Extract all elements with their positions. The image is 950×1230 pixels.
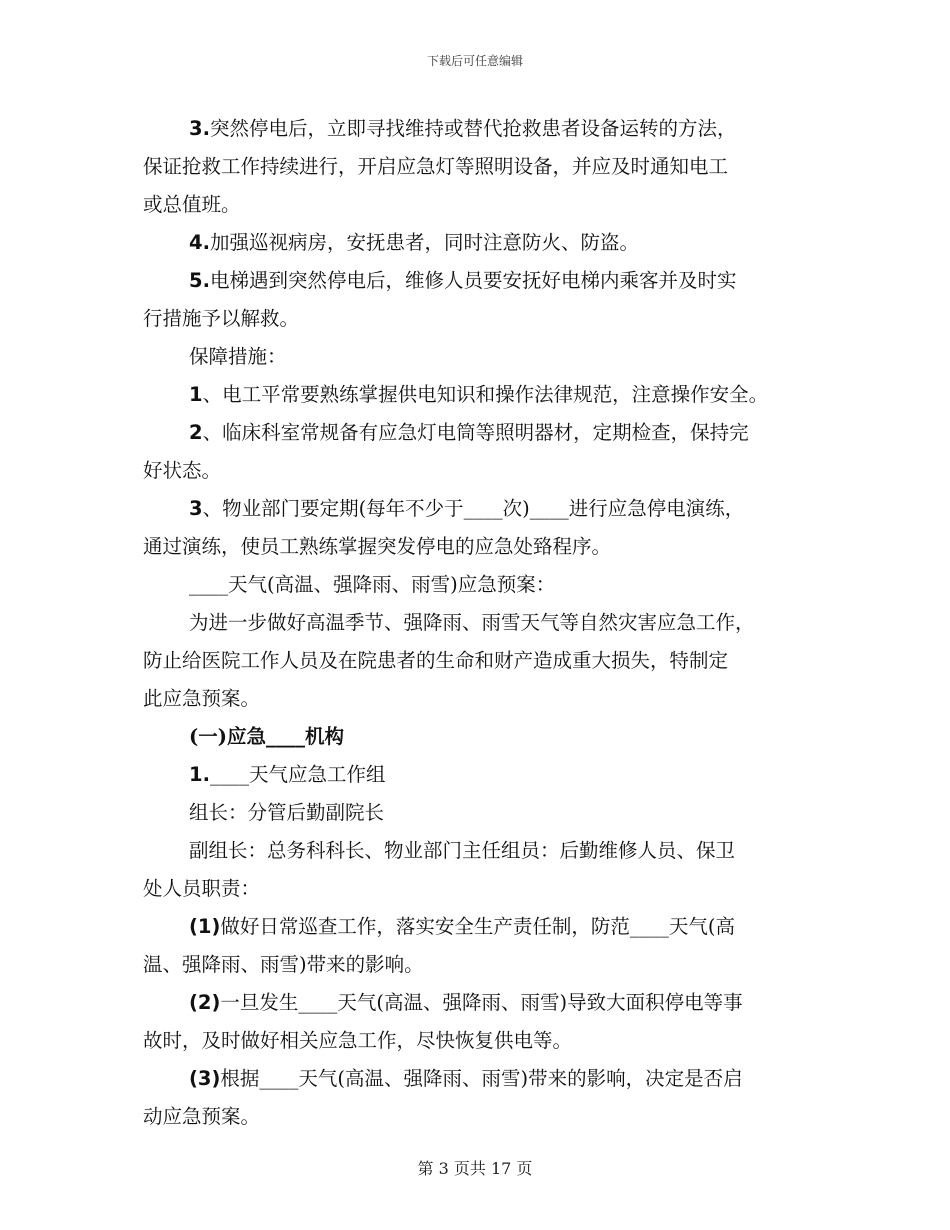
item-number: 1.	[189, 763, 210, 786]
paragraph-text: 、电工平常要熟练掌握供电知识和操作法律规范，注意操作安全。	[202, 383, 769, 406]
subsection-heading: (一)应急____机构	[189, 725, 344, 748]
weather-intro-line-2: 防止给医院工作人员及在院患者的生命和财产造成重大损失，特制定	[143, 649, 729, 672]
paragraph-text: 电梯遇到突然停电后，维修人员要安抚好电梯内乘客并及时实	[209, 269, 737, 292]
item-number: 4.	[189, 231, 210, 254]
page-footer: 第 3 页共 17 页	[417, 1159, 533, 1178]
duty-3-line-2: 动应急预案。	[143, 1105, 261, 1128]
duty-2-line-1	[143, 984, 823, 1022]
paragraph-text: ____天气应急工作组	[209, 763, 386, 786]
working-group-title	[143, 756, 823, 794]
weather-intro-line-3: 此应急预案。	[143, 687, 261, 710]
item-number: 1	[189, 383, 203, 406]
duty-2-line-2: 故时，及时做好相关应急工作，尽快恢复供电等。	[143, 1029, 573, 1052]
weather-intro-line-1: 为进一步做好高温季节、强降雨、雨雪天气等自然灾害应急工作，	[189, 611, 755, 634]
item-number: 3.	[189, 117, 210, 140]
paragraph-4	[143, 224, 823, 262]
duty-1-line-1	[143, 908, 823, 946]
document-body	[143, 110, 823, 1136]
paragraph-3-line-3: 或总值班。	[143, 193, 241, 216]
duty-3-line-1	[143, 1060, 823, 1098]
safeguard-3-line-1	[143, 490, 823, 528]
paragraph-3-line-2: 保证抢救工作持续进行，开启应急灯等照明设备，并应及时通知电工	[143, 155, 729, 178]
item-number: 3	[189, 497, 203, 520]
item-number: (1)	[189, 915, 221, 938]
item-number: 2	[189, 421, 203, 444]
paragraph-text: 根据____天气(高温、强降雨、雨雪)带来的影响，决定是否启	[220, 1067, 743, 1090]
deputy-leader-line-2: 处人员职责：	[143, 877, 261, 900]
group-leader: 组长：分管后勤副院长	[189, 801, 385, 824]
safeguard-2-line-1	[143, 414, 823, 452]
paragraph-text: 、物业部门要定期(每年不少于____次)____进行应急停电演练，	[202, 497, 745, 520]
paragraph-5-line-2: 行措施予以解救。	[143, 307, 300, 330]
section-heading-weather-plan: ____天气(高温、强降雨、雨雪)应急预案：	[189, 573, 556, 596]
paragraph-text: 突然停电后，立即寻找维持或替代抢救患者设备运转的方法，	[209, 117, 737, 140]
paragraph-5-line-1	[143, 262, 823, 300]
safeguard-2-line-2: 好状态。	[143, 459, 222, 482]
paragraph-text: 一旦发生____天气(高温、强降雨、雨雪)导致大面积停电等事	[220, 991, 743, 1014]
item-number: (3)	[189, 1067, 221, 1090]
paragraph-3-line-1	[143, 110, 823, 148]
safeguard-1	[143, 376, 823, 414]
section-heading-safeguards: 保障措施：	[189, 345, 287, 368]
deputy-leader-line-1: 副组长：总务科科长、物业部门主任组员：后勤维修人员、保卫	[189, 839, 736, 862]
duty-1-line-2: 温、强降雨、雨雪)带来的影响。	[143, 953, 424, 976]
item-number: (2)	[189, 991, 221, 1014]
paragraph-text: 做好日常巡查工作，落实安全生产责任制，防范____天气(高	[220, 915, 736, 938]
page-header: 下载后可任意编辑	[426, 54, 523, 68]
paragraph-text: 加强巡视病房，安抚患者，同时注意防火、防盗。	[209, 231, 639, 254]
paragraph-text: 、临床科室常规备有应急灯电筒等照明器材，定期检查，保持完	[202, 421, 749, 444]
item-number: 5.	[189, 269, 210, 292]
safeguard-3-line-2: 通过演练，使员工熟练掌握突发停电的应急处臵程序。	[143, 535, 612, 558]
